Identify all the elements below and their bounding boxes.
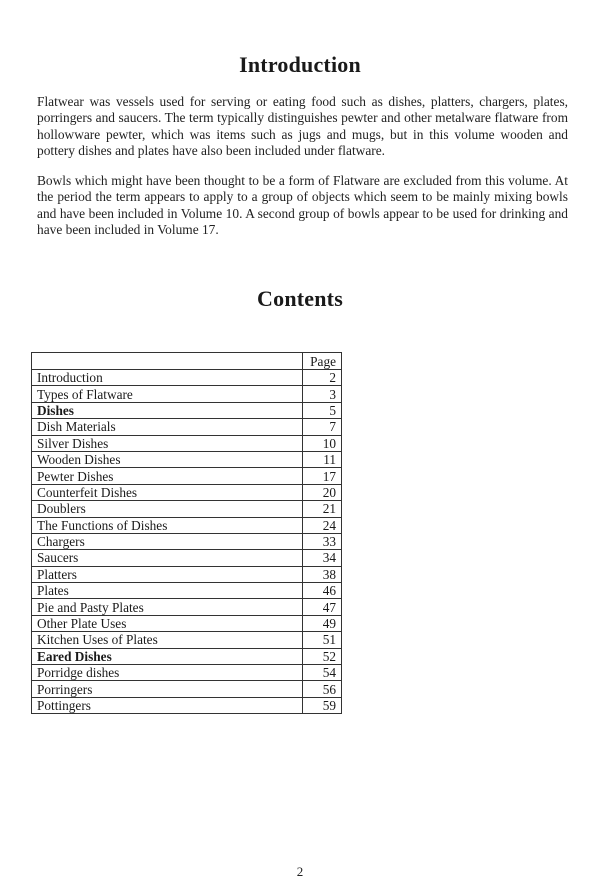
contents-entry-title: Dish Materials: [32, 419, 303, 435]
contents-entry-title: Kitchen Uses of Plates: [32, 632, 303, 648]
contents-table: [31, 352, 342, 714]
contents-entry-row: [32, 386, 342, 402]
contents-entry-row: [32, 550, 342, 566]
contents-entry-title: Doublers: [32, 501, 303, 517]
contents-entry-row: [32, 681, 342, 697]
contents-entry-page: 54: [303, 665, 342, 681]
contents-entry-row: [32, 419, 342, 435]
contents-entry-page: 49: [303, 615, 342, 631]
contents-entry-title: Platters: [32, 566, 303, 582]
contents-entry-row: [32, 583, 342, 599]
contents-entry-title: Pottingers: [32, 697, 303, 713]
contents-entry-row: [32, 697, 342, 713]
contents-entry-title: Types of Flatware: [32, 386, 303, 402]
contents-entry-row: [32, 484, 342, 500]
contents-entry-page: 38: [303, 566, 342, 582]
contents-entry-page: 20: [303, 484, 342, 500]
contents-entry-title: Silver Dishes: [32, 435, 303, 451]
contents-entry-row: [32, 517, 342, 533]
contents-entry-row: [32, 435, 342, 451]
contents-entry-row: [32, 648, 342, 664]
contents-entry-title: The Functions of Dishes: [32, 517, 303, 533]
contents-entry-row: [32, 451, 342, 467]
page-number: 2: [296, 864, 304, 879]
contents-entry-row: [32, 665, 342, 681]
contents-entry-page: 33: [303, 533, 342, 549]
contents-entry-page: 11: [303, 451, 342, 467]
contents-entry-page: 59: [303, 697, 342, 713]
introduction-paragraph-2: Bowls which might have been thought to be a form of Flatware are excluded from this volume. At the period the term appears to apply to a group of objects which seem to be mainly mixing bowls and have been included in Volume 10. A second group of bowls appear to be used for drinking and have been included in Volume 17.: [37, 173, 568, 238]
contents-entry-page: 10: [303, 435, 342, 451]
contents-entry-title: Introduction: [32, 370, 303, 386]
contents-entry-page: 24: [303, 517, 342, 533]
contents-entry-row: [32, 370, 342, 386]
contents-entry-title: Pie and Pasty Plates: [32, 599, 303, 615]
contents-entry-row: [32, 402, 342, 418]
contents-entry-page: 7: [303, 419, 342, 435]
contents-entry-page: 2: [303, 370, 342, 386]
contents-entry-title: Wooden Dishes: [32, 451, 303, 467]
contents-entry-page: 5: [303, 402, 342, 418]
contents-entry-page: 34: [303, 550, 342, 566]
contents-entry-page: 46: [303, 583, 342, 599]
contents-entry-title: Dishes: [32, 402, 303, 418]
contents-entry-row: [32, 468, 342, 484]
contents-entry-page: 56: [303, 681, 342, 697]
contents-entry-title: Porridge dishes: [32, 665, 303, 681]
contents-entry-row: [32, 632, 342, 648]
contents-header-row: [32, 353, 342, 370]
contents-entry-row: [32, 599, 342, 615]
contents-entry-page: 51: [303, 632, 342, 648]
contents-page-column-label: Page: [303, 353, 342, 370]
introduction-heading: Introduction: [239, 52, 361, 77]
contents-entry-title: Chargers: [32, 533, 303, 549]
contents-entry-row: [32, 615, 342, 631]
contents-entry-row: [32, 566, 342, 582]
introduction-paragraph-1: Flatwear was vessels used for serving or eating food such as dishes, platters, chargers, plates, porringers and saucers. The term typically distinguishes pewter and other metalware flatware from hollowware pewter, which was items such as jugs and mugs, but in this volume wooden and pottery dishes and plates have also been included under flatware.: [37, 94, 568, 159]
contents-entry-page: 17: [303, 468, 342, 484]
contents-entry-row: [32, 533, 342, 549]
contents-header-title-cell: [32, 353, 303, 370]
contents-entry-page: 47: [303, 599, 342, 615]
contents-entry-title: Counterfeit Dishes: [32, 484, 303, 500]
contents-entry-title: Plates: [32, 583, 303, 599]
contents-entry-page: 52: [303, 648, 342, 664]
contents-entry-title: Saucers: [32, 550, 303, 566]
contents-entry-title: Pewter Dishes: [32, 468, 303, 484]
contents-heading: Contents: [257, 286, 343, 311]
contents-entry-row: [32, 501, 342, 517]
contents-entry-title: Eared Dishes: [32, 648, 303, 664]
contents-entry-title: Other Plate Uses: [32, 615, 303, 631]
contents-entry-page: 3: [303, 386, 342, 402]
contents-entry-title: Porringers: [32, 681, 303, 697]
contents-entry-page: 21: [303, 501, 342, 517]
